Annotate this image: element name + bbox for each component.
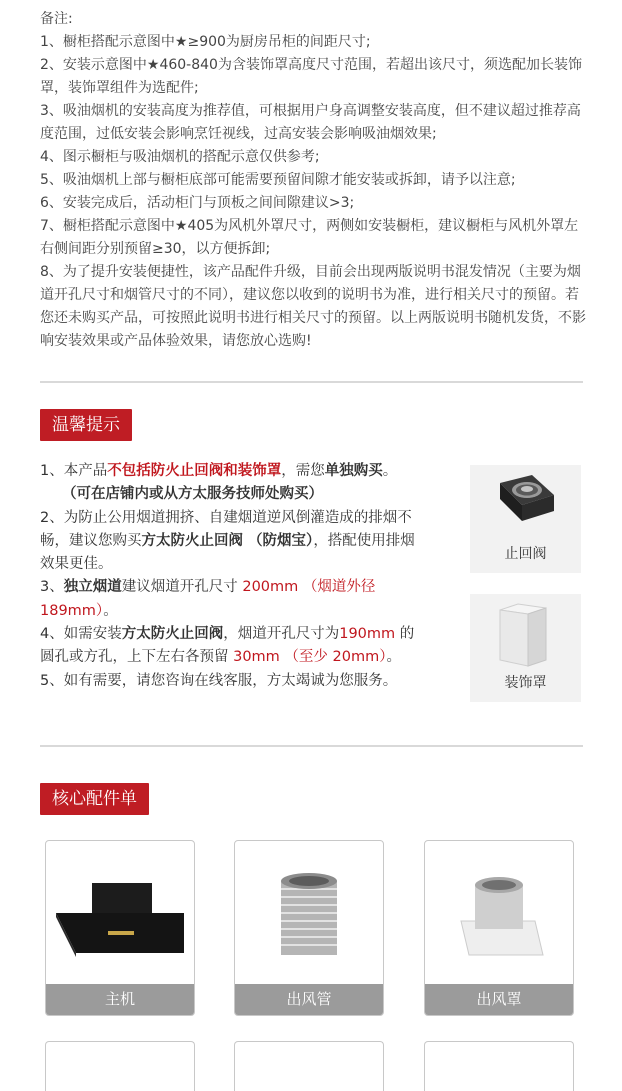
side-card-check-valve[interactable] [470,465,581,573]
note-item-3: 3、吸油烟机的安装高度为推荐值，可根据用户身高调整安装高度，但不建议超过推荐高度范围，过低安装会影响烹饪视线，过高安装会影响吸油烟效果; [40,103,581,142]
part-card-main-unit[interactable] [45,840,195,1016]
exhaust-pipe-image [235,841,383,983]
decorative-cover-image [470,594,581,672]
part-card-partial[interactable] [424,1041,574,1091]
section-divider [40,381,583,383]
note-item-1: 1、橱柜搭配示意图中★≥900为厨房吊柜的间距尺寸; [40,34,371,50]
part-card-label: 出风管 [235,984,383,1015]
part-card-partial[interactable] [234,1041,384,1091]
tip-item-2: 2、为防止公用烟道拥挤、自建烟道逆风倒灌造成的排烟不畅，建议您购买方太防火止回阀 （防烟宝），搭配使用排烟效果更佳。 [40,509,415,573]
note-item-5: 5、吸油烟机上部与橱柜底部可能需要预留间隙才能安装或拆卸，请予以注意; [40,172,516,188]
side-card-decorative-cover[interactable] [470,594,581,702]
note-item-8: 8、为了提升安装便捷性，该产品配件升级，目前会出现两版说明书混发情况（主要为烟道开孔尺寸和烟管尺寸的不同），建议您以收到的说明书为准，进行相关尺寸的预留。若您还未购买产品，可按照此说明书进行相关尺寸的预留。以上两版说明书随机发货，不影响安装效果或产品体验效果，请您放心选购! [40,264,586,349]
part-card-label: 主机 [46,984,194,1015]
part-card-exhaust-cover[interactable] [424,840,574,1016]
notes-section [40,8,586,353]
notes-title: 备注: [40,11,73,27]
tips-list [40,460,422,693]
side-card-label: 装饰罩 [504,675,547,691]
side-card-label: 止回阀 [504,546,547,562]
exhaust-cover-image [425,841,573,983]
tip-item-5: 5、如有需要，请您咨询在线客服，方太竭诚为您服务。 [40,672,398,689]
tips-title-tag: 温馨提示 [40,409,132,441]
part-card-exhaust-pipe[interactable] [234,840,384,1016]
tip-item-3: 3、独立烟道建议烟道开孔尺寸 200mm （烟道外径189mm）。 [40,579,376,619]
parts-title-tag: 核心配件单 [40,783,149,815]
range-hood-image [46,841,194,983]
part-card-partial[interactable] [45,1041,195,1091]
note-item-2: 2、安装示意图中★460-840为含装饰罩高度尺寸范围，若超出该尺寸，须选配加长装饰罩，装饰罩组件为选配件; [40,57,582,96]
tip-item-1: 1、本产品不包括防火止回阀和装饰罩，需您单独购买。 [40,463,398,479]
check-valve-image [470,465,581,543]
tip-item-4: 4、如需安装方太防火止回阀，烟道开孔尺寸为190mm 的圆孔或方孔，上下左右各预留 30mm （至少 20mm）。 [40,626,415,666]
part-card-label: 出风罩 [425,984,573,1015]
note-item-7: 7、橱柜搭配示意图中★405为风机外罩尺寸，两侧如安装橱柜，建议橱柜与风机外罩左右侧间距分别预留≥30，以方便拆卸; [40,218,579,257]
section-divider [40,745,583,747]
note-item-6: 6、安装完成后，活动柜门与顶板之间间隙建议>3; [40,195,355,211]
tip-item-1-note: （可在店铺内或从方太服务技师处购买） [62,486,323,503]
note-item-4: 4、图示橱柜与吸油烟机的搭配示意仅供参考; [40,149,320,165]
